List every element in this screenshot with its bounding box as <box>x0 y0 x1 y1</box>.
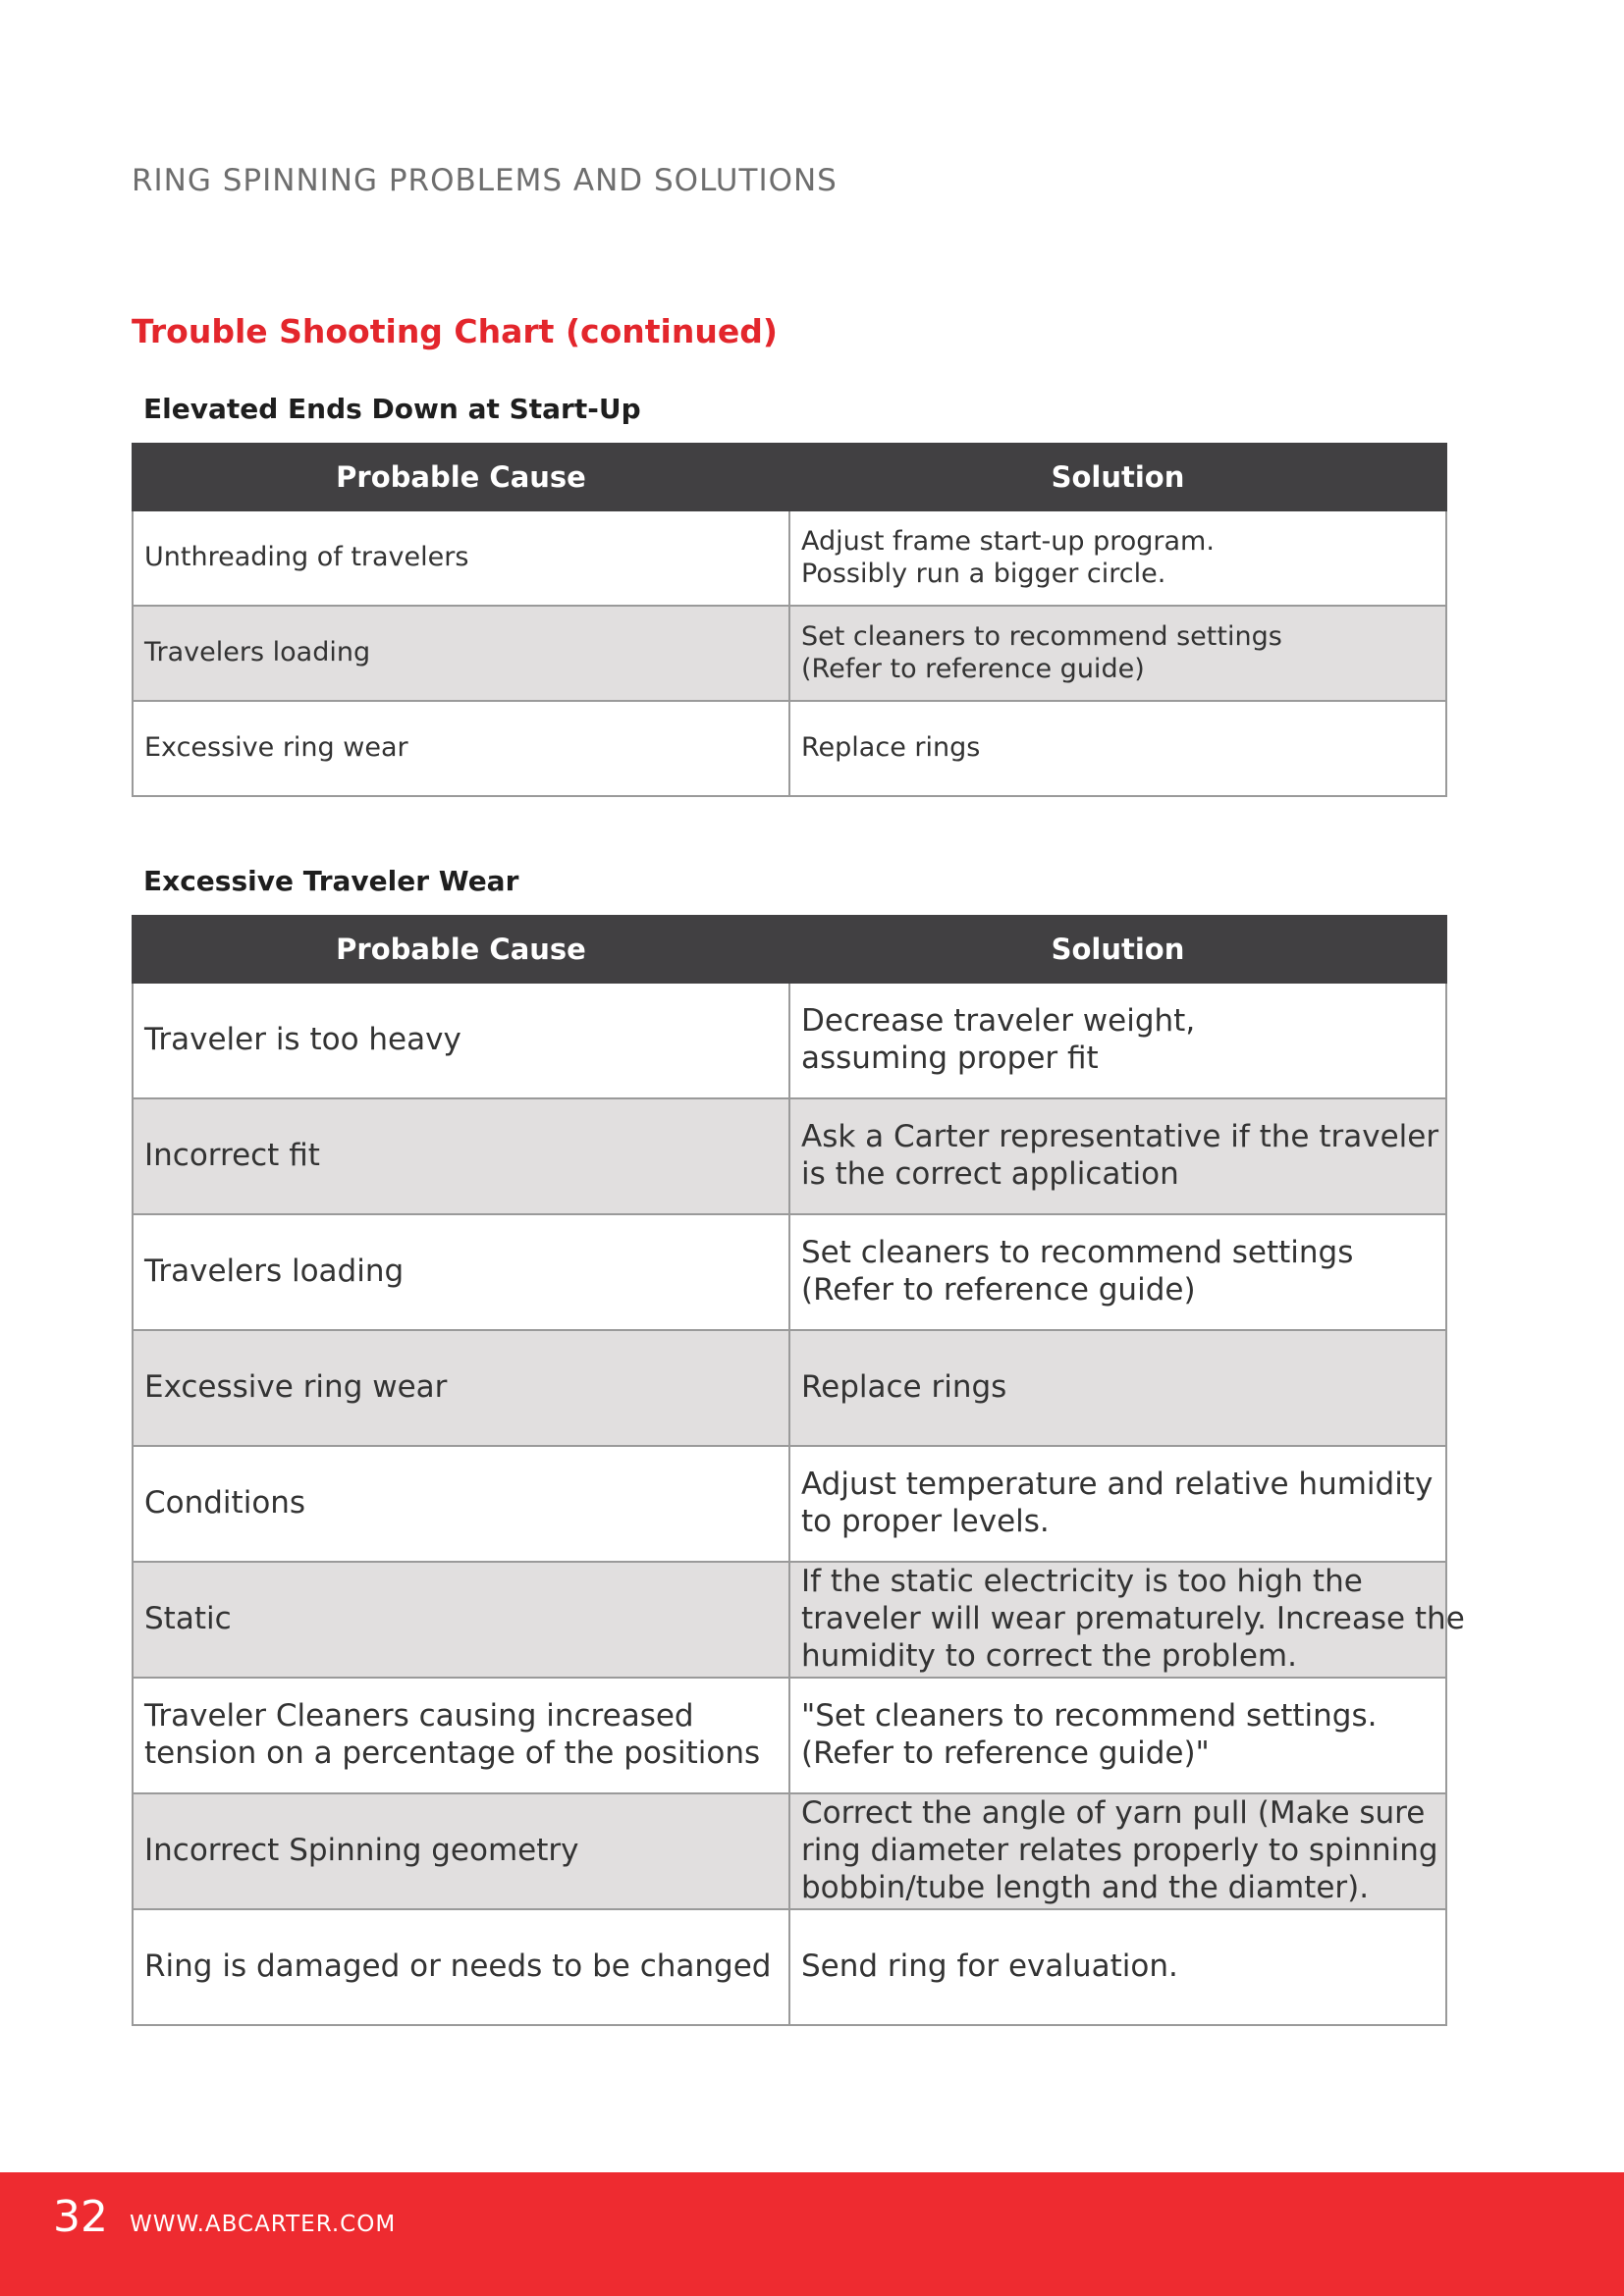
traveler-wear-table <box>132 915 1465 2026</box>
cause-cell <box>133 1678 789 1793</box>
cause-text-line: Incorrect fit <box>144 1138 320 1174</box>
solution-cell <box>789 1793 1446 1909</box>
cause-text-line: Incorrect Spinning geometry <box>144 1833 579 1869</box>
chart-title: Trouble Shooting Chart (continued) <box>132 312 778 350</box>
cause-cell <box>133 1562 789 1678</box>
solution-text-line: ring diameter relates properly to spinning <box>801 1833 1438 1869</box>
solution-text-line: Set cleaners to recommend settings <box>801 1235 1354 1271</box>
table-row <box>133 1793 1446 1909</box>
solution-text-line: Correct the angle of yarn pull (Make sure <box>801 1795 1426 1832</box>
solution-cell <box>789 1909 1446 2025</box>
solution-cell <box>789 1446 1446 1562</box>
table-row <box>133 1678 1446 1793</box>
solution-text-line: to proper levels. <box>801 1504 1050 1539</box>
cause-text-line: Excessive ring wear <box>144 732 408 764</box>
solution-text-line: bobbin/tube length and the diamter). <box>801 1869 1370 1905</box>
solution-cell <box>789 1562 1465 1678</box>
table-header-row <box>133 916 1446 983</box>
cause-text-line: Excessive ring wear <box>144 1369 448 1406</box>
table-row <box>133 1909 1446 2025</box>
table-row <box>133 606 1446 701</box>
cause-text-line: Traveler is too heavy <box>144 1022 461 1058</box>
section-heading-startup: Elevated Ends Down at Start-Up <box>143 393 641 425</box>
solution-text-line: (Refer to reference guide)" <box>801 1735 1210 1771</box>
solution-text-line: If the static electricity is too high the <box>801 1564 1363 1600</box>
solution-cell <box>789 1098 1446 1214</box>
solution-text-line: humidity to correct the problem. <box>801 1637 1297 1674</box>
solution-text-line: traveler will wear prematurely. Increase the <box>801 1601 1465 1637</box>
cause-cell <box>133 1909 789 2025</box>
solution-cell <box>789 606 1446 701</box>
solution-cell <box>789 1214 1446 1330</box>
solution-text-line: Possibly run a bigger circle. <box>801 558 1166 589</box>
solution-cell <box>789 510 1446 606</box>
cause-cell <box>133 1214 789 1330</box>
table-row <box>133 1214 1446 1330</box>
solution-cell <box>789 1678 1446 1793</box>
cause-text-line: Ring is damaged or needs to be changed <box>144 1949 772 1985</box>
solution-text-line: (Refer to reference guide) <box>801 1272 1196 1308</box>
cause-text-line: Unthreading of travelers <box>144 542 469 573</box>
cause-cell <box>133 1098 789 1214</box>
cause-text-line: Travelers loading <box>144 1254 405 1290</box>
column-header-cause: Probable Cause <box>133 444 789 510</box>
table-row <box>133 1562 1446 1678</box>
solution-text-line: Ask a Carter representative if the traveler <box>801 1119 1439 1155</box>
cause-text-line: Travelers loading <box>144 637 371 668</box>
page-header: RING SPINNING PROBLEMS AND SOLUTIONS <box>132 163 838 198</box>
page-number: 32 <box>53 2192 108 2242</box>
section-heading-traveler-wear: Excessive Traveler Wear <box>143 865 519 897</box>
table-row <box>133 983 1446 1098</box>
website-link[interactable]: WWW.ABCARTER.COM <box>130 2212 397 2237</box>
cause-text-line: Static <box>144 1601 232 1637</box>
solution-text-line: Decrease traveler weight, <box>801 1003 1196 1040</box>
table-row <box>133 1446 1446 1562</box>
solution-text-line: Replace rings <box>801 732 981 764</box>
solution-text-line: Replace rings <box>801 1369 1007 1406</box>
cause-cell <box>133 983 789 1098</box>
cause-text-line: Conditions <box>144 1485 306 1522</box>
table-row <box>133 701 1446 796</box>
solution-text-line: Adjust frame start-up program. <box>801 525 1215 557</box>
solution-text-line: is the correct application <box>801 1156 1179 1192</box>
cause-cell <box>133 1446 789 1562</box>
cause-text-line: Traveler Cleaners causing increased <box>144 1698 694 1735</box>
column-header-solution: Solution <box>789 916 1446 983</box>
column-header-solution: Solution <box>789 444 1446 510</box>
solution-cell <box>789 701 1446 796</box>
cause-cell <box>133 606 789 701</box>
solution-text-line: (Refer to reference guide) <box>801 653 1145 684</box>
column-header-cause: Probable Cause <box>133 916 789 983</box>
cause-cell <box>133 1793 789 1909</box>
solution-text-line: Set cleaners to recommend settings <box>801 620 1282 652</box>
solution-text-line: "Set cleaners to recommend settings. <box>801 1698 1378 1735</box>
cause-cell <box>133 510 789 606</box>
table-row <box>133 510 1446 606</box>
startup-table <box>132 443 1447 797</box>
solution-text-line: Send ring for evaluation. <box>801 1949 1178 1985</box>
solution-cell <box>789 983 1446 1098</box>
solution-text-line: assuming proper fit <box>801 1041 1099 1076</box>
cause-cell <box>133 701 789 796</box>
table-header-row <box>133 444 1446 510</box>
solution-cell <box>789 1330 1446 1446</box>
cause-text-line: tension on a percentage of the positions <box>144 1735 761 1771</box>
table-row <box>133 1330 1446 1446</box>
solution-text-line: Adjust temperature and relative humidity <box>801 1467 1434 1503</box>
cause-cell <box>133 1330 789 1446</box>
table-row <box>133 1098 1446 1214</box>
